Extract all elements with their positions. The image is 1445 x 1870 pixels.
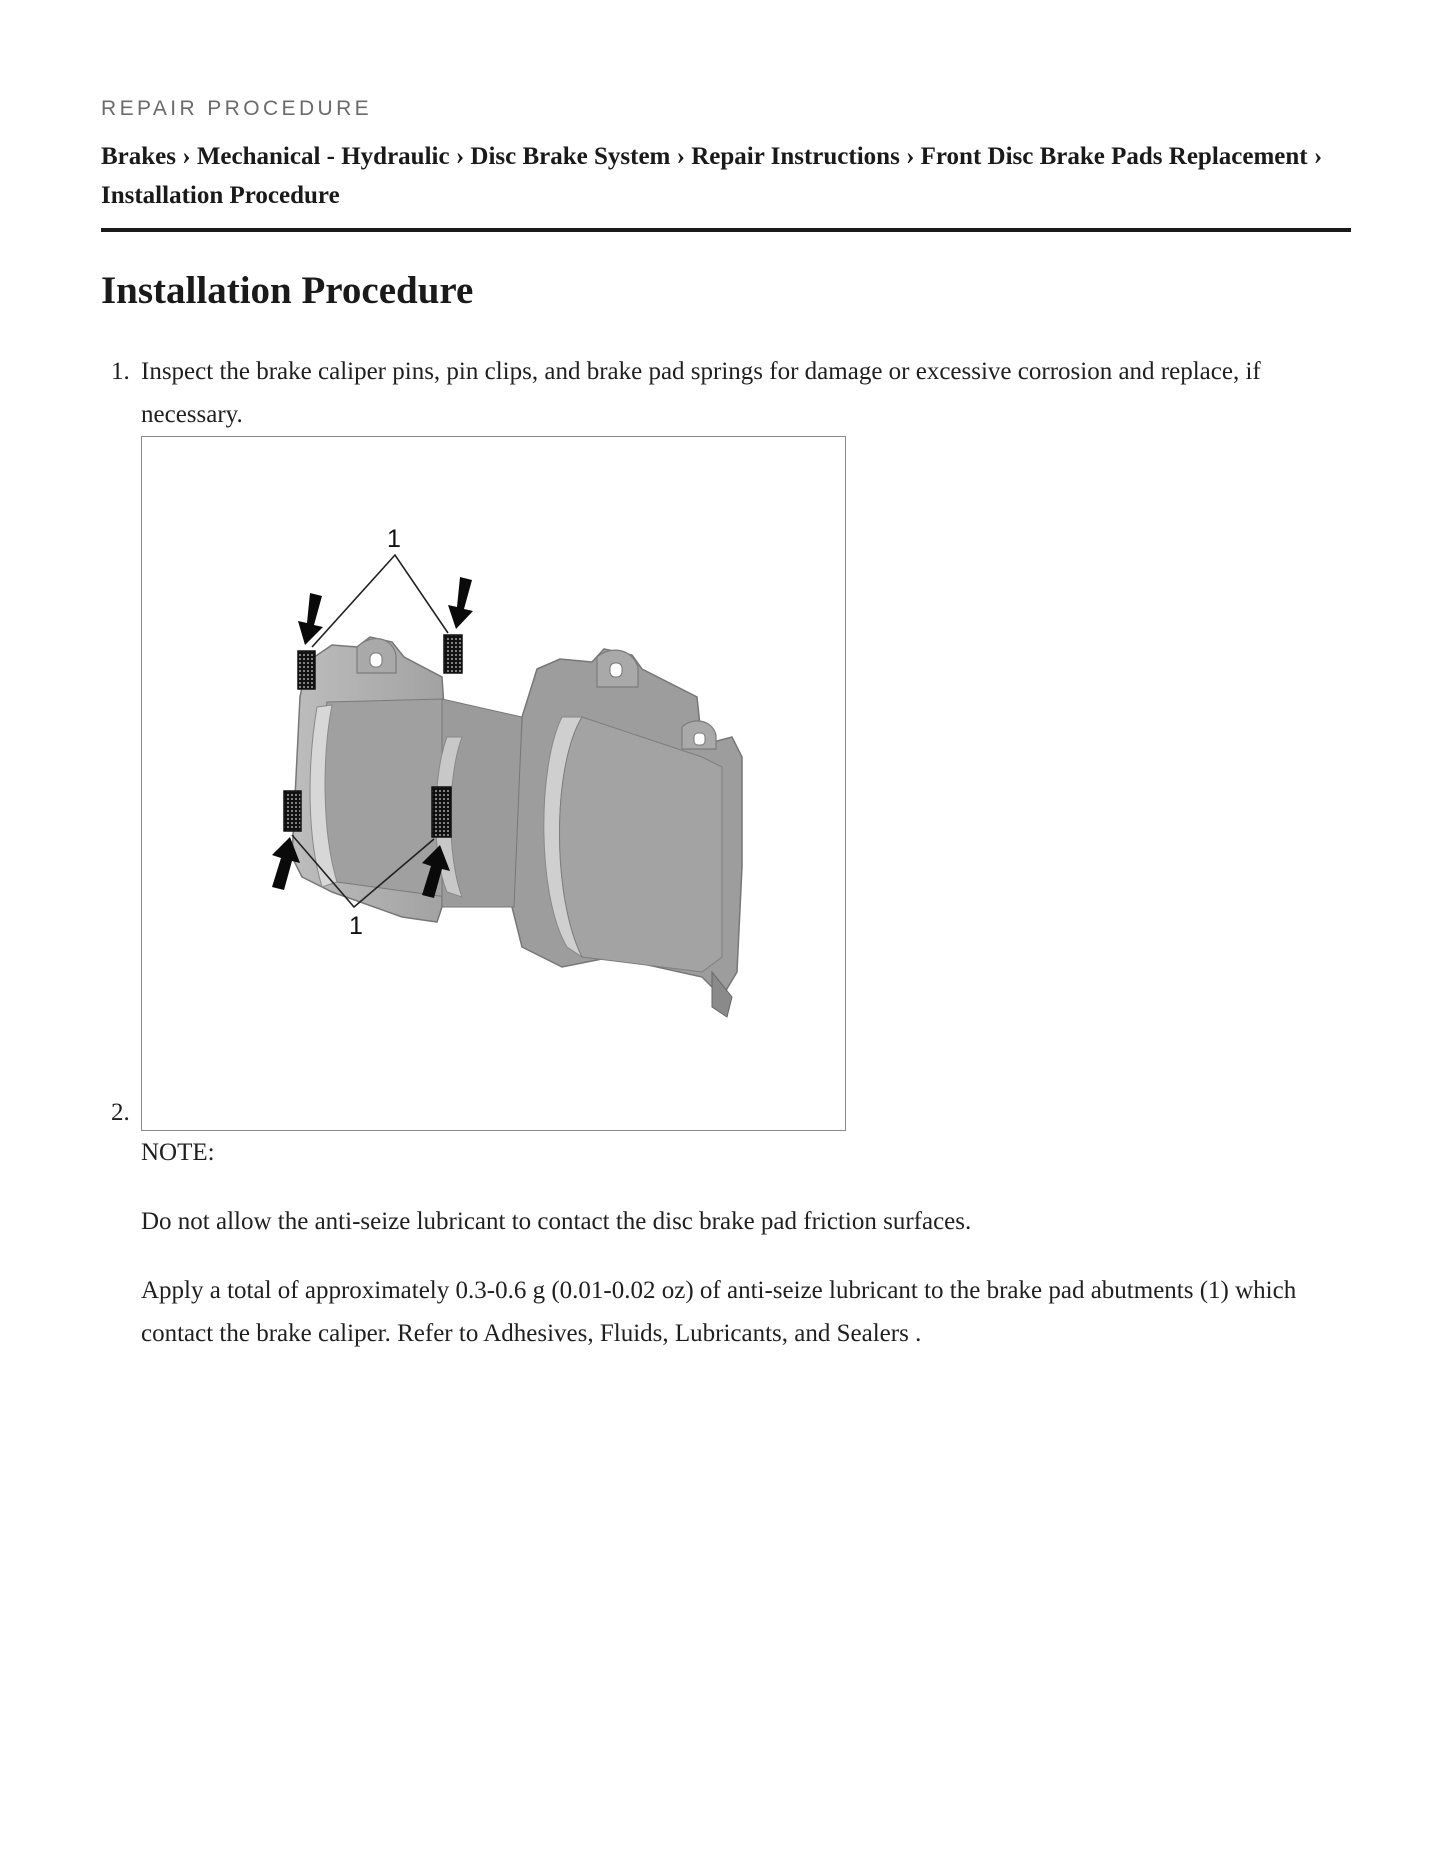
breadcrumb-item[interactable]: Front Disc Brake Pads Replacement bbox=[920, 143, 1308, 170]
step-instruction: Apply a total of approximately 0.3-0.6 g (0.01-0.02 oz) of anti-seize lubricant to the brake pad abutments (1) which contact the brake caliper. Refer to Adhesives, Fluids, Lubricants, and Sealers . bbox=[141, 1277, 1297, 1347]
callout-label-top: 1 bbox=[387, 525, 401, 553]
breadcrumb-separator: › bbox=[455, 143, 471, 170]
callout-label-bottom: 1 bbox=[349, 912, 363, 940]
step-2-note-label-block bbox=[141, 1131, 1351, 1174]
note-label: NOTE: bbox=[141, 1139, 215, 1166]
breadcrumb-item[interactable]: Mechanical - Hydraulic bbox=[196, 143, 450, 170]
breadcrumb-separator: › bbox=[1313, 143, 1323, 170]
step-2-note-text-block bbox=[141, 1200, 1351, 1243]
step-number: 1. bbox=[111, 358, 130, 385]
header-divider bbox=[101, 228, 1351, 232]
breadcrumb-item[interactable]: Disc Brake System bbox=[470, 143, 671, 170]
breadcrumb-item[interactable]: Repair Instructions bbox=[691, 143, 900, 170]
section-kicker: REPAIR PROCEDURE bbox=[101, 97, 373, 120]
step-2-number-row bbox=[111, 1091, 130, 1134]
breadcrumb-item[interactable]: Brakes bbox=[101, 143, 176, 170]
breadcrumb-separator: › bbox=[906, 143, 921, 170]
step-2-instruction-block bbox=[141, 1269, 1351, 1355]
breadcrumb bbox=[101, 137, 1351, 215]
note-text: Do not allow the anti-seize lubricant to contact the disc brake pad friction surfaces. bbox=[141, 1208, 972, 1235]
brake-pad-abutment-figure bbox=[141, 436, 846, 1131]
step-number: 2. bbox=[111, 1099, 130, 1126]
breadcrumb-separator: › bbox=[676, 143, 692, 170]
step-text: Inspect the brake caliper pins, pin clips, and brake pad springs for damage or excessive corrosion and replace, if necessary. bbox=[141, 358, 1261, 428]
breadcrumb-separator: › bbox=[182, 143, 197, 170]
breadcrumb-item-current: Installation Procedure bbox=[101, 182, 340, 209]
page-title: Installation Procedure bbox=[101, 269, 474, 312]
brake-pad-illustration bbox=[142, 437, 844, 1129]
